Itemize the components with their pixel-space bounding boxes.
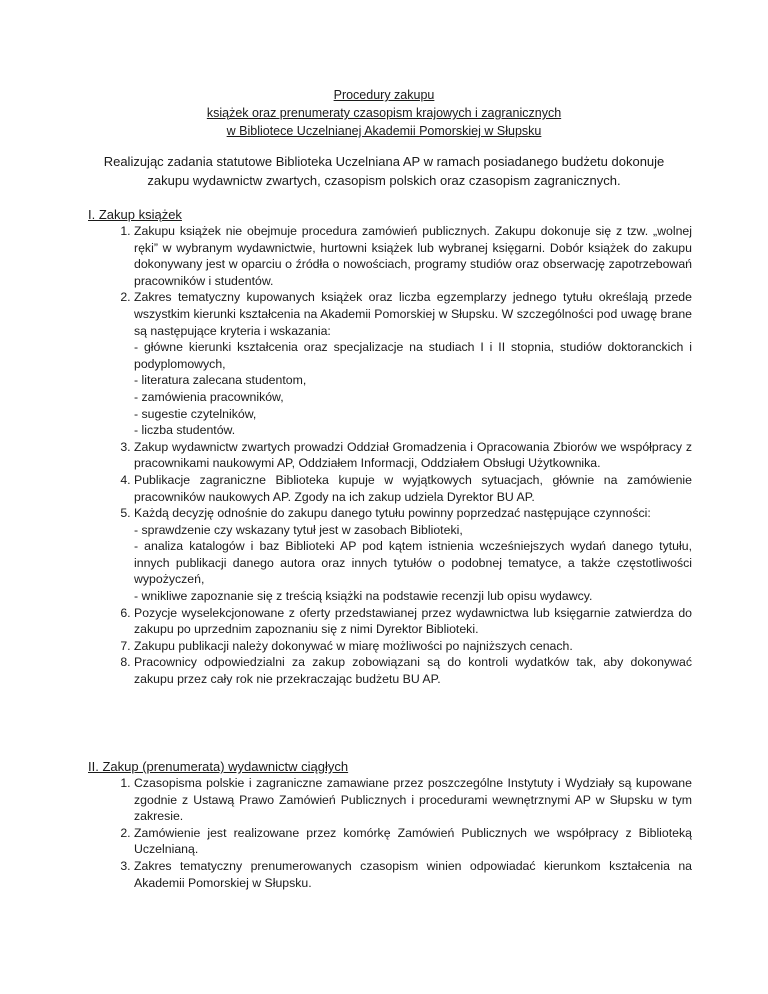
section-heading: II. Zakup (prenumerata) wydawnictw ciągłych: [88, 759, 349, 774]
numbered-list: [88, 775, 692, 891]
list-item-text: Publikacje zagraniczne Biblioteka kupuje w wyjątkowych sytuacjach, głównie na zamówienie pracowników naukowych AP. Zgody na ich zakup udziela Dyrektor BU AP.: [134, 472, 692, 504]
list-item: [134, 439, 692, 472]
title-line-2: książek oraz prenumeraty czasopism krajowych i zagranicznych: [206, 106, 562, 120]
list-item: [134, 223, 692, 289]
sub-item: - analiza katalogów i baz Biblioteki AP pod kątem istnienia wcześniejszych wydań danego tytułu, innych publikacji danego autora oraz innych tytułów o podobnej tematyce, a także częstotliwości wypożyczeń,: [134, 539, 692, 587]
sub-item: - sugestie czytelników,: [134, 406, 257, 421]
section-periodicals: [88, 758, 692, 891]
list-item-text: Zamówienie jest realizowane przez komórkę Zamówień Publicznych we współpracy z Biblioteką Uczelnianą.: [134, 825, 692, 857]
list-item-text: Zakupu publikacji należy dokonywać w miarę możliwości po najniższych cenach.: [134, 638, 573, 653]
sub-item: - główne kierunki kształcenia oraz specjalizacje na studiach I i II stopnia, studiów doktoranckich i podyplomowych,: [134, 340, 692, 371]
sub-item: - zamówienia pracowników,: [134, 389, 284, 404]
sub-item: - wnikliwe zapoznanie się z treścią książki na podstawie recenzji lub opisu wydawcy.: [134, 589, 593, 604]
sub-item: - sprawdzenie czy wskazany tytuł jest w zasobach Biblioteki,: [134, 522, 463, 537]
sub-item: - liczba studentów.: [134, 423, 236, 438]
list-item-text: Zakupu książek nie obejmuje procedura zamówień publicznych. Zakupu dokonuje się z tzw. „wolnej ręki” w wybranym wydawnictwie, hurtowni książek lub wybranej księgarni. Dobór książek do zakupu dokonywany jest w oparciu o źródła o nowościach, programy studiów oraz obserwację zapotrzebowań pracowników i studentów.: [134, 224, 692, 288]
list-item: [134, 654, 692, 687]
document-title: [0, 86, 768, 140]
section-books: [88, 206, 692, 688]
list-item-text: Zakres tematyczny kupowanych książek oraz liczba egzemplarzy jednego tytułu określają przede wszystkim kierunki kształcenia na Akademii Pomorskiej w Słupsku. W szczególności pod uwagę brane są następujące kryteria i wskazania:: [134, 290, 692, 338]
list-item-text: Pracownicy odpowiedzialni za zakup zobowiązani są do kontroli wydatków tak, aby dokonywać zakupu przez cały rok nie przekraczając budżetu BU AP.: [134, 655, 692, 687]
list-item-text: Zakres tematyczny prenumerowanych czasopism winien odpowiadać kierunkom kształcenia na Akademii Pomorskiej w Słupsku.: [134, 858, 692, 890]
list-item: [134, 825, 692, 858]
list-item: [134, 638, 692, 655]
sub-item: - literatura zalecana studentom,: [134, 373, 307, 388]
list-item-text: Każdą decyzję odnośnie do zakupu danego tytułu powinny poprzedzać następujące czynności:: [134, 506, 651, 521]
numbered-list: [88, 223, 692, 688]
list-item-text: Czasopisma polskie i zagraniczne zamawiane przez poszczególne Instytuty i Wydziały są kupowane zgodnie z Ustawą Prawo Zamówień Publicznych i procedurami wewnętrznymi AP w Słupsku w tym zakresie.: [134, 776, 692, 824]
list-item: [134, 605, 692, 638]
list-item: [134, 472, 692, 505]
title-line-1: Procedury zakupu: [333, 88, 435, 102]
list-item: [134, 505, 692, 605]
list-item: [134, 775, 692, 825]
list-item: [134, 289, 692, 438]
list-item: [134, 858, 692, 891]
list-item-text: Pozycje wyselekcjonowane z oferty przedstawianej przez wydawnictwa lub księgarnie zatwierdza do zakupu po uprzednim zapoznaniu się z nimi Dyrektor Biblioteki.: [134, 605, 692, 637]
intro-paragraph: Realizując zadania statutowe Biblioteka Uczelniana AP w ramach posiadanego budżetu dokonuje zakupu wydawnictw zwartych, czasopism polskich oraz czasopism zagranicznych.: [103, 154, 665, 188]
list-item-text: Zakup wydawnictw zwartych prowadzi Oddział Gromadzenia i Opracowania Zbiorów we współpracy z pracownikami naukowymi AP, Oddziałem Informacji, Oddziałem Obsługi Użytkownika.: [134, 439, 692, 471]
section-heading: I. Zakup książek: [88, 207, 182, 222]
title-line-3: w Bibliotece Uczelnianej Akademii Pomorskiej w Słupsku: [226, 124, 542, 138]
